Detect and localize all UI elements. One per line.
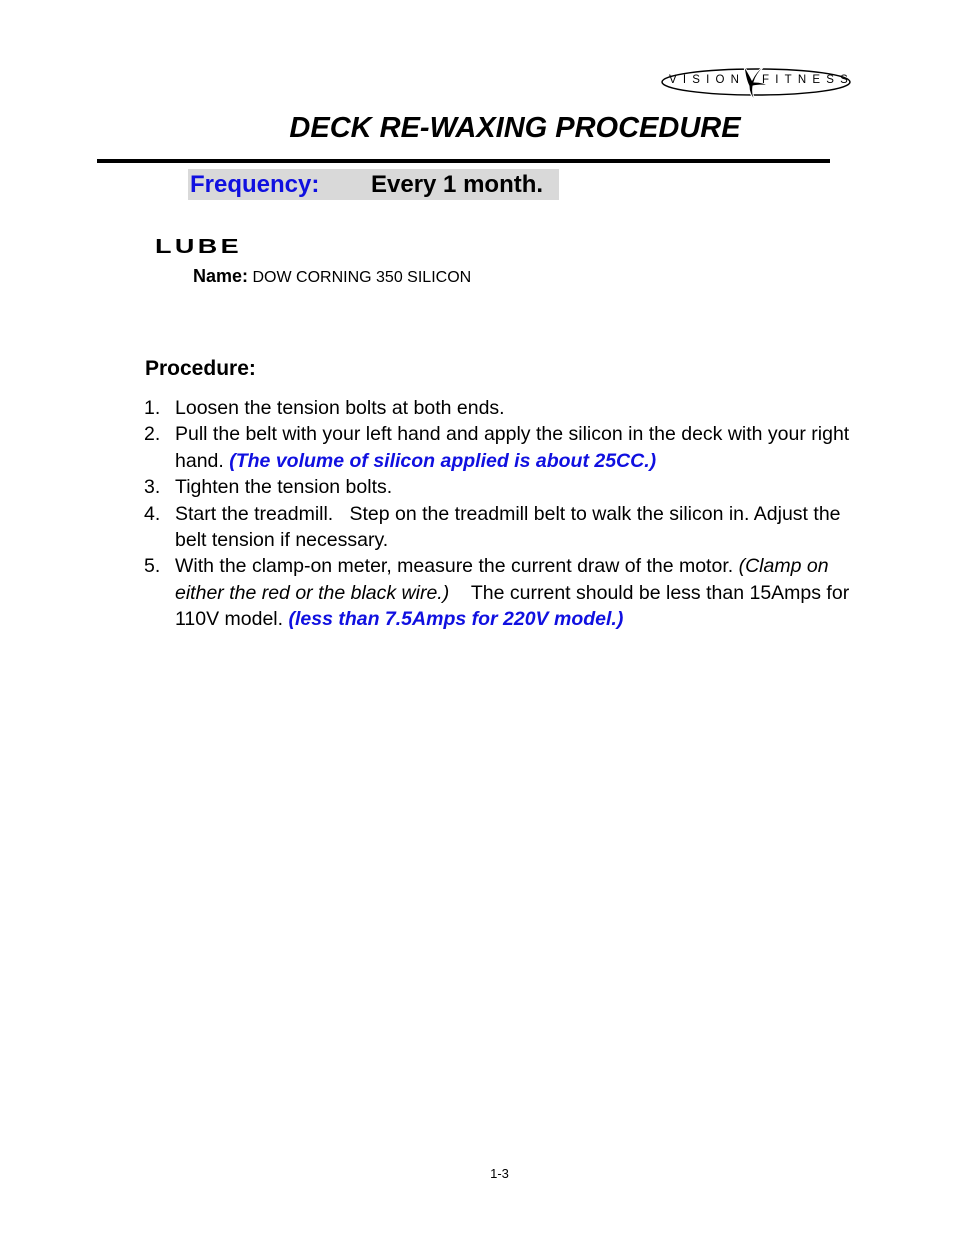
procedure-step-4: [144, 501, 864, 554]
step-italic-note: (Clamp on either the red or the black wire.): [175, 555, 829, 604]
step-number: 1.: [144, 397, 161, 419]
procedure-heading: Procedure:: [145, 357, 256, 380]
vision-fitness-logo: [660, 62, 852, 102]
procedure-step-3: [144, 474, 864, 500]
step-text: Tighten the tension bolts.: [175, 476, 393, 499]
frequency-value: Every 1 month.: [371, 171, 544, 198]
step-note: (The volume of silicon applied is about 25CC.): [229, 449, 657, 472]
step-text: Loosen the tension bolts at both ends.: [175, 397, 505, 419]
procedure-step-2: [144, 421, 864, 474]
logo-text-vision: VISION: [669, 74, 746, 86]
step-number: 5.: [144, 555, 161, 578]
step-text: Start the treadmill. Step on the treadmill belt to walk the silicon in. Adjust the belt tension if necessary.: [175, 502, 841, 552]
step-number: 3.: [144, 476, 161, 499]
step-note: (less than 7.5Amps for 220V model.): [288, 608, 624, 631]
page-number: 1-3: [490, 1166, 509, 1181]
logo-text-fitness: FITNESS: [762, 74, 854, 86]
frequency-label: Frequency:: [190, 171, 320, 198]
step-text: Pull the belt with your left hand and apply the silicon in the deck with your right hand.: [175, 423, 850, 472]
step-number: 2.: [144, 423, 161, 446]
lube-name-value: DOW CORNING 350 SILICON: [252, 269, 472, 286]
lube-name-label: Name:: [193, 266, 249, 286]
page-title: DECK RE-WAXING PROCEDURE: [289, 112, 741, 144]
procedure-steps: [144, 395, 864, 633]
title-divider: [97, 159, 830, 163]
step-text: With the clamp-on meter, measure the current draw of the motor.: [175, 555, 734, 578]
lube-heading: LUBE: [155, 236, 243, 258]
procedure-step-5: [144, 553, 864, 632]
procedure-step-1: [144, 395, 864, 421]
step-number: 4.: [144, 502, 161, 525]
lube-name: [193, 266, 471, 287]
frequency-box: [188, 169, 559, 200]
step-text-continued: The current should be less than 15Amps for 110V model.: [175, 581, 850, 631]
